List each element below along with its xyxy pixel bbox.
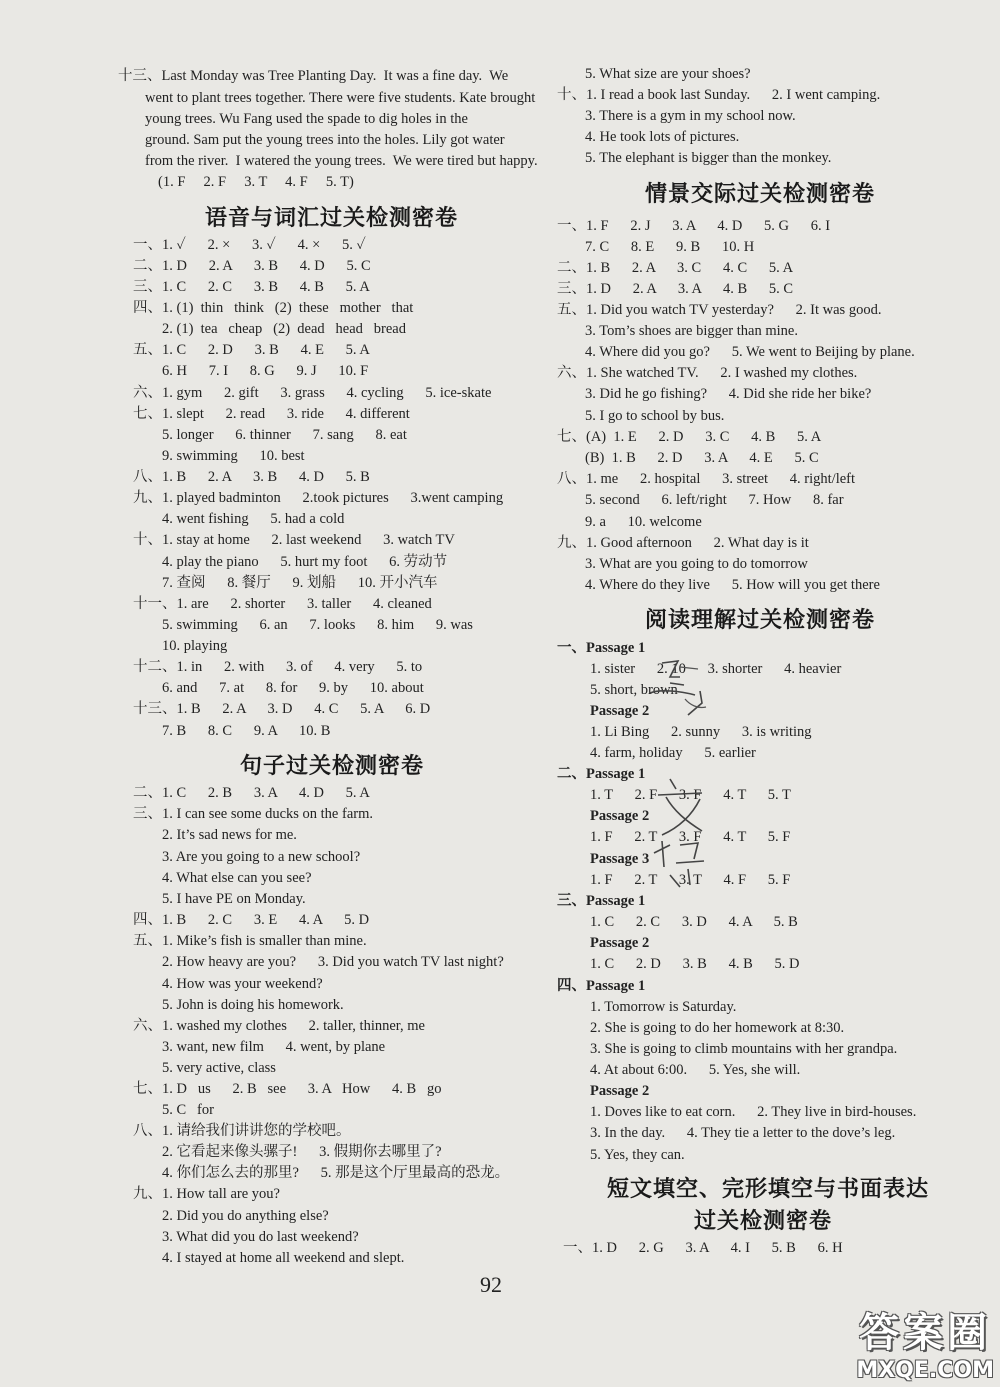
answer-line: 9. swimming 10. best (162, 448, 305, 464)
answer-line: 5. I go to school by bus. (585, 408, 725, 424)
answer-line: 4. went fishing 5. had a cold (162, 511, 345, 527)
answer-line: 六、1. She watched TV. 2. I washed my clothes. (557, 365, 858, 381)
answer-line: 5. What size are your shoes? (585, 66, 751, 82)
answer-line: 4. He took lots of pictures. (585, 129, 740, 145)
answer-line: 六、1. gym 2. gift 3. grass 4. cycling 5. ice-skate (133, 385, 492, 401)
answer-line: 七、(A) 1. E 2. D 3. C 4. B 5. A (557, 429, 822, 445)
answer-line: 二、1. C 2. B 3. A 4. D 5. A (133, 785, 370, 801)
section-heading: 情景交际过关检测密卷 (645, 182, 876, 207)
answer-line: 6. and 7. at 8. for 9. by 10. about (162, 680, 424, 696)
answer-line: 六、1. washed my clothes 2. taller, thinner, me (133, 1018, 425, 1034)
answer-line: 1. Li Bing 2. sunny 3. is writing (590, 724, 812, 740)
answer-line: (B) 1. B 2. D 3. A 4. E 5. C (585, 450, 819, 466)
answer-line: 3. There is a gym in my school now. (585, 108, 796, 124)
answer-line: 5. C for (162, 1102, 214, 1118)
answer-line: 3. What are you going to do tomorrow (585, 556, 808, 572)
answer-line: 2. It’s sad news for me. (162, 827, 297, 843)
answer-line: 5. swimming 6. an 7. looks 8. him 9. was (162, 617, 473, 633)
answer-line: 四、1. B 2. C 3. E 4. A 5. D (133, 912, 370, 928)
answer-line: 三、1. I can see some ducks on the farm. (133, 806, 373, 822)
answer-line: 2. Did you do anything else? (162, 1208, 329, 1224)
text-line: 十三、Last Monday was Tree Planting Day. It was a fine day. We (118, 68, 509, 84)
answer-line: 4. How was your weekend? (162, 976, 323, 992)
section-heading: 短文填空、完形填空与书面表达 (607, 1177, 930, 1202)
text-line: went to plant trees together. There were five students. Kate brought (145, 90, 536, 106)
answer-line: 二、1. B 2. A 3. C 4. C 5. A (557, 260, 794, 276)
answer-line: 五、1. Did you watch TV yesterday? 2. It was good. (557, 302, 882, 318)
answer-line: 3. want, new film 4. went, by plane (162, 1039, 386, 1055)
answer-line: 十一、1. are 2. shorter 3. taller 4. cleaned (133, 596, 432, 612)
answer-line: 八、1. B 2. A 3. B 4. D 5. B (133, 469, 370, 485)
answer-line: 5. longer 6. thinner 7. sang 8. eat (162, 427, 407, 443)
text-line: young trees. Wu Fang used the spade to dig holes in the (145, 111, 468, 127)
passage-label: 三、Passage 1 (557, 893, 646, 909)
answer-line: 八、1. 请给我们讲讲您的学校吧。 (133, 1123, 351, 1139)
answer-line: 5. The elephant is bigger than the monkey. (585, 150, 832, 166)
section-heading: 阅读理解过关检测密卷 (645, 608, 876, 633)
answer-line: 七、1. D us 2. B see 3. A How 4. B go (133, 1081, 442, 1097)
answer-line: 6. H 7. I 8. G 9. J 10. F (162, 363, 369, 379)
answer-line: 3. In the day. 4. They tie a letter to the dove’s leg. (590, 1125, 896, 1141)
answer-line: 九、1. Good afternoon 2. What day is it (557, 535, 809, 551)
answer-line: 4. I stayed at home all weekend and slept. (162, 1250, 405, 1266)
answer-line: 4. What else can you see? (162, 870, 312, 886)
answer-line: 二、1. D 2. A 3. B 4. D 5. C (133, 258, 371, 274)
answer-line: 七、1. slept 2. read 3. ride 4. different (133, 406, 410, 422)
watermark-url: MXQE.COM (856, 1358, 994, 1383)
watermark-text: 答案圈 (859, 1310, 992, 1356)
answer-line: 五、1. Mike’s fish is smaller than mine. (133, 933, 367, 949)
answer-line: 一、1. ✓ 2. × 3. ✓ 4. × 5. ✓ (133, 237, 366, 253)
answer-line: 三、1. C 2. C 3. B 4. B 5. A (133, 279, 370, 295)
passage-label: Passage 2 (590, 703, 650, 719)
answer-line: 7. C 8. E 9. B 10. H (585, 239, 755, 255)
answer-line: 5. John is doing his homework. (162, 997, 344, 1013)
answer-line: 五、1. C 2. D 3. B 4. E 5. A (133, 342, 370, 358)
answer-line: 十、1. I read a book last Sunday. 2. I went camping. (557, 87, 881, 103)
text-line: (1. F 2. F 3. T 4. F 5. T) (158, 174, 354, 190)
answer-line: 3. Did he go fishing? 4. Did she ride her bike? (585, 386, 872, 402)
answer-line: 1. Tomorrow is Saturday. (590, 999, 737, 1015)
section-heading: 语音与词汇过关检测密卷 (205, 206, 459, 231)
pencil-scribble-icon (640, 655, 720, 725)
answer-line: 7. 查阅 8. 餐厅 9. 划船 10. 开小汽车 (162, 575, 438, 591)
answer-line: 1. C 2. D 3. B 4. B 5. D (590, 956, 800, 972)
pencil-scribble-icon (640, 775, 730, 895)
answer-line: 2. How heavy are you? 3. Did you watch TV last night? (162, 954, 504, 970)
answer-line: 3. Tom’s shoes are bigger than mine. (585, 323, 798, 339)
passage-label: 一、Passage 1 (557, 640, 646, 656)
section-heading: 句子过关检测密卷 (240, 754, 425, 779)
answer-line: 2. She is going to do her homework at 8:30. (590, 1020, 845, 1036)
answer-line: 十三、1. B 2. A 3. D 4. C 5. A 6. D (133, 701, 431, 717)
answer-line: 4. At about 6:00. 5. Yes, she will. (590, 1062, 801, 1078)
answer-line: 九、1. How tall are you? (133, 1186, 280, 1202)
answer-line: 八、1. me 2. hospital 3. street 4. right/left (557, 471, 856, 487)
answer-line: 9. a 10. welcome (585, 514, 702, 530)
answer-line: 四、1. (1) thin think (2) these mother that (133, 300, 414, 316)
passage-label: Passage 3 (590, 851, 650, 867)
answer-line: 2. (1) tea cheap (2) dead head bread (162, 321, 406, 337)
passage-label: 四、Passage 1 (557, 978, 646, 994)
answer-line: 十二、1. in 2. with 3. of 4. very 5. to (133, 659, 423, 675)
answer-line: 5. second 6. left/right 7. How 8. far (585, 492, 844, 508)
passage-label: 二、Passage 1 (557, 766, 646, 782)
answer-line: 10. playing (162, 638, 228, 654)
answer-line: 3. Are you going to a new school? (162, 849, 361, 865)
answer-line: 3. What did you do last weekend? (162, 1229, 359, 1245)
watermark-logo (856, 1301, 994, 1383)
answer-line: 1. sister 2. 10 3. shorter 4. heavier (590, 661, 842, 677)
answer-line: 1. T 2. F 3. F 4. T 5. T (590, 787, 791, 803)
answer-line: 一、1. F 2. J 3. A 4. D 5. G 6. I (557, 218, 831, 234)
answer-line: 3. She is going to climb mountains with her grandpa. (590, 1041, 898, 1057)
passage-label: Passage 2 (590, 1083, 650, 1099)
answer-line: 十、1. stay at home 2. last weekend 3. watch TV (133, 532, 455, 548)
answer-line: 5. very active, class (162, 1060, 276, 1076)
answer-line: 4. Where do they live 5. How will you get there (585, 577, 880, 593)
answer-line: 一、1. D 2. G 3. A 4. I 5. B 6. H (563, 1240, 843, 1256)
answer-line: 4. farm, holiday 5. earlier (590, 745, 756, 761)
text-line: from the river. I watered the young trees. We were tired but happy. (145, 153, 538, 169)
answer-line: 1. F 2. T 3. T 4. F 5. F (590, 872, 791, 888)
answer-line: 1. F 2. T 3. F 4. T 5. F (590, 829, 791, 845)
answer-line: 三、1. D 2. A 3. A 4. B 5. C (557, 281, 794, 297)
passage-label: Passage 2 (590, 808, 650, 824)
answer-line: 5. I have PE on Monday. (162, 891, 306, 907)
text-line: ground. Sam put the young trees into the holes. Lily got water (145, 132, 505, 148)
answer-line: 1. C 2. C 3. D 4. A 5. B (590, 914, 798, 930)
answer-line: 2. 它看起来像头骡子! 3. 假期你去哪里了? (162, 1144, 442, 1160)
page-number: 92 (480, 1272, 502, 1297)
answer-line: 4. play the piano 5. hurt my foot 6. 劳动节 (162, 554, 448, 570)
answer-line: 1. Doves like to eat corn. 2. They live in bird-houses. (590, 1104, 917, 1120)
answer-line: 5. short, brown (590, 682, 678, 698)
answer-line: 7. B 8. C 9. A 10. B (162, 723, 331, 739)
answer-line: 4. Where did you go? 5. We went to Beijing by plane. (585, 344, 915, 360)
answer-line: 4. 你们怎么去的那里? 5. 那是这个厅里最高的恐龙。 (162, 1165, 510, 1181)
answer-line: 5. Yes, they can. (590, 1147, 685, 1163)
section-heading: 过关检测密卷 (694, 1209, 833, 1234)
passage-label: Passage 2 (590, 935, 650, 951)
answer-line: 九、1. played badminton 2.took pictures 3.went camping (133, 490, 504, 506)
